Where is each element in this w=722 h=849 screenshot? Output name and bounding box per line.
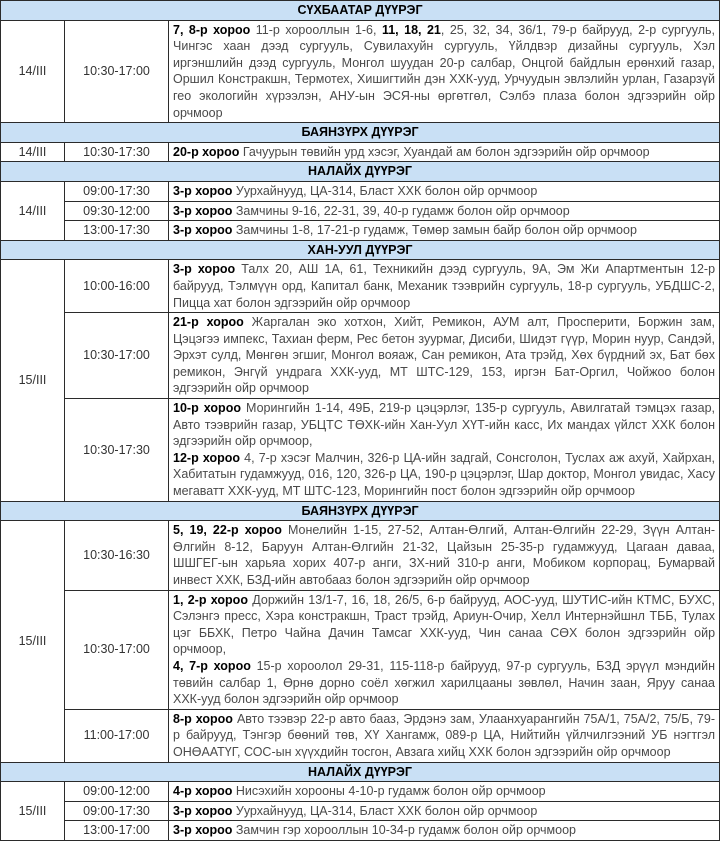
khoroo-label: 3-р хороо <box>173 203 233 218</box>
location-cell <box>169 142 720 162</box>
khoroo-label: 4-р хороо <box>173 784 233 799</box>
time-cell: 13:00-17:30 <box>65 221 169 241</box>
location-text: Авто тээвэр 22-р авто бааз, Эрдэнэ зам, Улаанхуарангийн 75А/1, 75А/2, 75/Б, 79-р байрууд, Тэнгэр бөөний төв, ХҮ Хангамж, 089-р ЦА, Нийтийн үйлчилгээний УБ нэгтгэл ОНӨААТҮГ, СОС-ын хүүхдийн тосгон, Авзага хийц ХХК болон эдгээрийн ойр орчмоор <box>173 711 716 759</box>
table-row <box>1 181 720 201</box>
location-text: Уурхайнууд, ЦА-314, Бласт ХХК болон ойр орчмоор <box>232 803 538 818</box>
location-text: Доржийн 13/1-7, 16, 18, 26/5, 6-р байрууд, АОС-ууд, ШУТИС-ийн КТМС, БУХС, Сэлэнгэ пресс, Хэра констракшн, Траст трэйд, Ариун-Очир, Хелл Интернэйшнл ТББ, Тулах цэг ББХК, Петро Чайна Дачин Тамсаг ХХК-ууд, Чин санаа СӨХ болон эдгээрийн ойр орчмоор, <box>173 592 716 657</box>
location-cell <box>169 801 720 821</box>
table-row <box>1 201 720 221</box>
time-cell: 10:30-16:30 <box>65 521 169 590</box>
district-header-sukhbaatar: СҮХБААТАР ДҮҮРЭГ <box>1 1 720 21</box>
location-text: Морингийн 1-14, 49Б, 219-р цэцэрлэг, 135-р сургууль, Авилгатай тэмцэх газар, Авто тээврийн газар, УБЦТС ТӨХК-ийн Хан-Уул ХҮТ-ийн касс, Их мандах үйлст ХХК болон эдгээрийн ойр орчмоор, <box>173 401 716 449</box>
khoroo-label: 3-р хороо <box>173 262 236 277</box>
location-paragraph <box>173 450 715 500</box>
time-cell: 10:30-17:00 <box>65 20 169 123</box>
date-cell: 15/III <box>1 782 65 841</box>
time-cell: 10:30-17:00 <box>65 313 169 399</box>
location-text: Замчины 1-8, 17-21-р гудамж, Төмөр замын байр болон ойр орчмоор <box>232 223 637 238</box>
district-header-bayanzurkh: БАЯНЗҮРХ ДҮҮРЭГ <box>1 123 720 143</box>
table-row <box>1 821 720 841</box>
table-row <box>1 590 720 709</box>
district-header-row <box>1 123 720 143</box>
date-cell: 15/III <box>1 260 65 501</box>
location-cell <box>169 260 720 313</box>
location-cell <box>169 399 720 502</box>
date-cell: 14/III <box>1 142 65 162</box>
date-cell: 14/III <box>1 20 65 123</box>
location-cell <box>169 221 720 241</box>
location-cell <box>169 313 720 399</box>
khoroo-label: 21-р хороо <box>173 315 244 330</box>
location-text: Талх 20, АШ 1А, 61, Техникийн дээд сургууль, 9А, Эм Жи Апартментын 12-р байрууд, Тэлмүүн орд, Капитал банк, Механик тээврийн сургууль, 18-р сургууль, УБДШС-2, Пицца хат болон эдгээрийн ойр орчмоор <box>173 262 716 310</box>
table-row <box>1 521 720 590</box>
time-cell: 10:30-17:30 <box>65 399 169 502</box>
date-cell: 14/III <box>1 181 65 240</box>
khoroo-label: 1, 2-р хороо <box>173 592 248 607</box>
location-cell <box>169 709 720 762</box>
district-header-row <box>1 1 720 21</box>
khoroo-label: 4, 7-р хороо <box>173 658 251 673</box>
district-header-nalaikh: НАЛАЙХ ДҮҮРЭГ <box>1 162 720 182</box>
location-text: Уурхайнууд, ЦА-314, Бласт ХХК болон ойр орчмоор <box>232 183 538 198</box>
location-text: Монелийн 1-15, 27-52, Алтан-Өлгий, Алтан-Өлгийн 22-29, Зүүн Алтан-Өлгийн 8-12, Баруун Алтан-Өлгийн 21-32, Цайзын 25-35-р гудамжууд, Цагаан даваа, ШШГЕГ-ын харьяа хорих 407-р анги, ЗХ-ний 310-р анги, Мобиком корпорац, Бумарвай инвест ХХК, БЗД-ийн автобааз болон эдгээрийн ойр орчмоор <box>173 523 716 587</box>
location-cell <box>169 821 720 841</box>
district-header-row <box>1 162 720 182</box>
khoroo-label: 20-р хороо <box>173 144 240 159</box>
district-header-nalaikh: НАЛАЙХ ДҮҮРЭГ <box>1 762 720 782</box>
district-header-row <box>1 762 720 782</box>
table-row <box>1 709 720 762</box>
table-row <box>1 782 720 802</box>
district-header-row <box>1 501 720 521</box>
table-row <box>1 801 720 821</box>
table-row <box>1 399 720 502</box>
time-cell: 09:00-12:00 <box>65 782 169 802</box>
district-header-row <box>1 240 720 260</box>
table-row <box>1 260 720 313</box>
time-cell: 11:00-17:00 <box>65 709 169 762</box>
table-row <box>1 221 720 241</box>
khoroo-label: 5, 19, 22-р хороо <box>173 523 282 538</box>
location-paragraph <box>173 658 715 708</box>
location-paragraph <box>173 592 715 658</box>
location-text: Жаргалан эко хотхон, Хийт, Ремикон, АУМ алт, Просперити, Боржин зам, Цэцэгээ импекс, Тахиан ферм, Рес бетон зуурмаг, Дисиби, Шидэт гүүр, Морин нуур, Сандэй, Эрхэт сулд, Мөнгөн эгшиг, Монгол вояаж, Сан ремикон, Ата трэйд, Хөх бүрдний эх, Бат бөх ремикон, Энгүй ундрага ХХК-ууд, МТ ШТС-129, 153, иргэн Бат-Оргил, Чойжоо болон эдгээрийн ойр орчмоор <box>173 315 716 396</box>
time-cell: 09:30-12:00 <box>65 201 169 221</box>
khoroo-label: 3-р хороо <box>173 803 233 818</box>
table-row <box>1 313 720 399</box>
location-text: 11-р хорооллын 1-6, <box>250 22 382 37</box>
location-text: Гачуурын төвийн урд хэсэг, Хуандай ам болон эдгээрийн ойр орчмоор <box>239 144 650 159</box>
location-cell <box>169 782 720 802</box>
khoroo-label: 12-р хороо <box>173 450 241 465</box>
khoroo-label: 7, 8-р хороо <box>173 22 251 37</box>
district-header-bayanzurkh: БАЯНЗҮРХ ДҮҮРЭГ <box>1 501 720 521</box>
time-cell: 10:30-17:00 <box>65 590 169 709</box>
khoroo-label: 11, 18, 21 <box>381 22 441 37</box>
location-text: Нисэхийн хорооны 4-10-р гудамж болон ойр орчмоор <box>232 784 546 799</box>
khoroo-label: 3-р хороо <box>173 223 233 238</box>
date-cell: 15/III <box>1 521 65 762</box>
location-cell <box>169 590 720 709</box>
location-text: 15-р хороолол 29-31, 115-118-р байрууд, 97-р сургууль, БЗД эрүүл мэндийн төвийн салбар 1, Өрнө дорно соёл хөгжил харилцааны зөвлөл, Начин заан, Яруу санаа ХХК-ууд болон эдгээрийн ойр орчмоор <box>173 658 716 707</box>
location-text: , 25, 32, 34, 36/1, 79-р байрууд, 2-р сургууль, Чингэс хаан дээд сургууль, Сувилахуйн сургууль, Үйлдвэр дизайны сургууль, Хэл иргэншлийн дээд сургууль, Монгол шуудан 20-р салбар, Онцгой байдлын ерөнхий газар, Оршил Констракшн, Термотех, Хишигтийн дэн ХХК-ууд, Урчуудын эвлэлийн урлан, Газарзүй гео экологийн хүрээлэн, АНУ-ын ЭСЯ-ны өргөтгөл, Сэлбэ плаза болон эдгээрийн ойр орчмоор <box>173 22 716 120</box>
location-cell <box>169 201 720 221</box>
location-cell <box>169 521 720 590</box>
location-text: Замчин гэр хорооллын 10-34-р гудамж болон ойр орчмоор <box>232 823 576 838</box>
khoroo-label: 10-р хороо <box>173 401 241 416</box>
time-cell: 10:30-17:30 <box>65 142 169 162</box>
district-header-khan-uul: ХАН-УУЛ ДҮҮРЭГ <box>1 240 720 260</box>
table-row <box>1 142 720 162</box>
time-cell: 10:00-16:00 <box>65 260 169 313</box>
location-cell <box>169 181 720 201</box>
location-cell <box>169 20 720 123</box>
time-cell: 09:00-17:30 <box>65 181 169 201</box>
time-cell: 09:00-17:30 <box>65 801 169 821</box>
location-text: 4, 7-р хэсэг Малчин, 326-р ЦА-ийн задгай, Сонсголон, Туслах аж ахуй, Хайрхан, Хабитатын гудамжууд, 016, 120, 326-р ЦА, 190-р цэцэрлэг, Шар доктор, Монгол увидас, Хасу мегаватт ХХК-ууд, МТ ШТС-123, Морингийн пост болон эдгээрийн ойр орчмоор <box>173 450 716 499</box>
time-cell: 13:00-17:00 <box>65 821 169 841</box>
location-paragraph <box>173 400 715 450</box>
table-row <box>1 20 720 123</box>
khoroo-label: 3-р хороо <box>173 183 233 198</box>
khoroo-label: 8-р хороо <box>173 711 233 726</box>
khoroo-label: 3-р хороо <box>173 823 233 838</box>
location-text: Замчины 9-16, 22-31, 39, 40-р гудамж болон ойр орчмоор <box>232 203 570 218</box>
